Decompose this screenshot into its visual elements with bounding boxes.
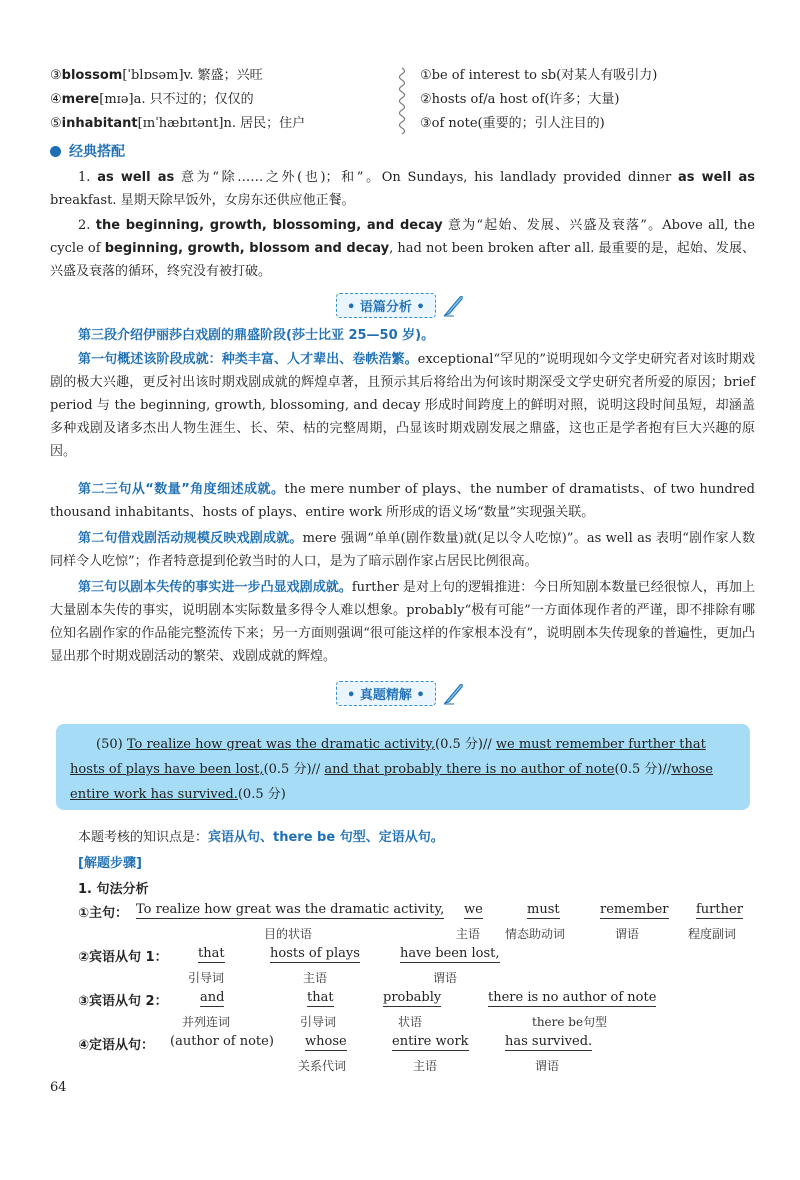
analysis-p5: 第三句以剧本失传的事实进一步凸显戏剧成就。further 是对上句的逻辑推进：今日所知剧本数量已经很惊人，再加上大量剧本失传的事实，说明剧本实际数量多得令人难以想象。probably“极有可能”一方面体现作者的严谨，即不排除有哪位知名剧作家的作品能完整流传下来；另一方面则强调“很可能这样的作家根本没有”，说明剧本失传现象的普遍性，更加凸显出那个时期戏剧活动的繁荣、戏剧成就的辉煌。 — [50, 580, 755, 664]
syntax-word: (author of note) — [170, 1034, 274, 1049]
vocab-item: ⑤inhabitant[ɪnˈhæbɪtənt]n. 居民；住户 — [50, 116, 306, 131]
syntax-label: 状语 — [398, 1015, 423, 1029]
banner-text-analysis: • 语篇分析 • — [336, 292, 464, 318]
collocation-heading: 经典搭配 — [50, 141, 125, 161]
syntax-label: 谓语 — [433, 971, 458, 985]
syntax-row3-label: ③宾语从句 2： — [78, 994, 168, 1009]
syntax-word: probably — [383, 990, 442, 1005]
syntax-word: whose — [305, 1034, 347, 1049]
syntax-word: there is no author of note — [488, 990, 657, 1005]
syntax-word: that — [198, 946, 225, 961]
syntax-word: and — [200, 990, 225, 1005]
steps-heading: [解题步骤] — [78, 856, 142, 871]
phrase-item: ①be of interest to sb(对某人有吸引力) — [420, 68, 658, 83]
syntax-label: there be句型 — [532, 1015, 608, 1029]
syntax-label: 谓语 — [535, 1059, 560, 1073]
syntax-word: must — [527, 902, 560, 917]
syntax-label: 程度副词 — [688, 927, 737, 941]
syntax-label: 主语 — [456, 927, 481, 941]
vocab-left — [50, 64, 380, 136]
analysis-p4: 第二句借戏剧活动规模反映戏剧成就。mere 强调“单单(剧作数量)就(足以令人吃惊)”。as well as 表明“剧作家人数同样令人吃惊”；作者特意提到伦敦当时的人口，是为了暗示剧作家占居民比例很高。 — [50, 531, 755, 569]
syntax-word: further — [696, 902, 743, 917]
spiral-divider — [395, 66, 409, 136]
vocab-item: ③blossom[ˈblɒsəm]v. 繁盛；兴旺 — [50, 68, 263, 83]
syntax-label: 关系代词 — [298, 1059, 347, 1073]
phrase-item: ②hosts of/a host of(许多；大量) — [420, 92, 620, 107]
syntax-word: To realize how great was the dramatic activity, — [136, 902, 445, 917]
page-number: 64 — [50, 1080, 67, 1095]
answer-box: (50) To realize how great was the dramatic activity,(0.5 分)// we must remember further that hosts of plays have been lost,(0.5 分)// and that probably there is no author of note(0.5 分)//whose entire work has survived.(0.5 分) — [56, 724, 750, 810]
syntax-label: 并列连词 — [182, 1015, 231, 1029]
vocab-right — [420, 64, 760, 136]
quill-icon — [442, 681, 464, 705]
analysis-intro: 第三段介绍伊丽莎白戏剧的鼎盛阶段(莎士比亚 25—50 岁)。 — [78, 328, 435, 343]
vocab-item: ④mere[mɪə]a. 只不过的；仅仅的 — [50, 92, 254, 107]
syntax-word: have been lost, — [400, 946, 500, 961]
syntax-row4-label: ④定语从句： — [78, 1038, 155, 1053]
quill-icon — [442, 293, 464, 317]
analysis-p2: 第一句概述该阶段成就：种类丰富、人才辈出、卷帙浩繁。exceptional“罕见的”说明现如今文学史研究者对该时期戏剧的极大兴趣，更反衬出该时期戏剧成就的辉煌卓著，且预示其后将给出为何该时期深受文学史研究者所爱的原因；brief period 与 the beginning, growth, blossoming, and decay 形成时间跨度上的鲜明对照，说明这段时间虽短，却涵盖多种戏剧及诸多杰出人物生涯生、长、荣、枯的完整周期，凸显该时期戏剧发展之鼎盛，这也正是学者抱有巨大兴趣的原因。 — [50, 352, 755, 459]
syntax-label: 主语 — [413, 1059, 438, 1073]
syntax-word: remember — [600, 902, 669, 917]
banner-exam-answer: • 真题精解 • — [336, 680, 464, 706]
syntax-word: entire work — [392, 1034, 469, 1049]
syntax-row2-label: ②宾语从句 1： — [78, 950, 168, 965]
syntax-label: 情态助动词 — [505, 927, 566, 941]
syntax-word: has survived. — [505, 1034, 593, 1049]
bullet-icon — [50, 146, 61, 157]
syntax-word: we — [464, 902, 483, 917]
syntax-row1-label: ①主句： — [78, 906, 129, 921]
knowledge-points: 本题考核的知识点是：宾语从句、there be 句型、定语从句。 — [78, 830, 444, 845]
syntax-label: 引导词 — [300, 1015, 337, 1029]
syntax-label: 引导词 — [188, 971, 225, 985]
collocation-2: 2. the beginning, growth, blossoming, and decay 意为“起始、发展、兴盛及衰落”。Above all, the cycle of beginning, growth, blossom and decay, had not been broken after all. 最重要的是，起始、发展、兴盛及衰落的循环，终究没有被打破。 — [50, 218, 755, 279]
syntax-label: 目的状语 — [264, 927, 313, 941]
syntax-label: 谓语 — [615, 927, 640, 941]
syntax-word: that — [307, 990, 334, 1005]
syntax-heading: 1. 句法分析 — [78, 882, 149, 897]
phrase-item: ③of note(重要的；引人注目的) — [420, 116, 605, 131]
syntax-label: 主语 — [303, 971, 328, 985]
syntax-word: hosts of plays — [270, 946, 360, 961]
collocation-1: 1. as well as 意为“除……之外(也)；和”。On Sundays, his landlady provided dinner as well as breakfast. 星期天除早饭外，女房东还供应他正餐。 — [50, 170, 756, 208]
analysis-p3: 第二三句从“数量”角度细述成就。the mere number of plays、the number of dramatists、of two hundred thousand inhabitants、hosts of plays、entire work 所形成的语义场“数量”实现强关联。 — [50, 482, 755, 520]
